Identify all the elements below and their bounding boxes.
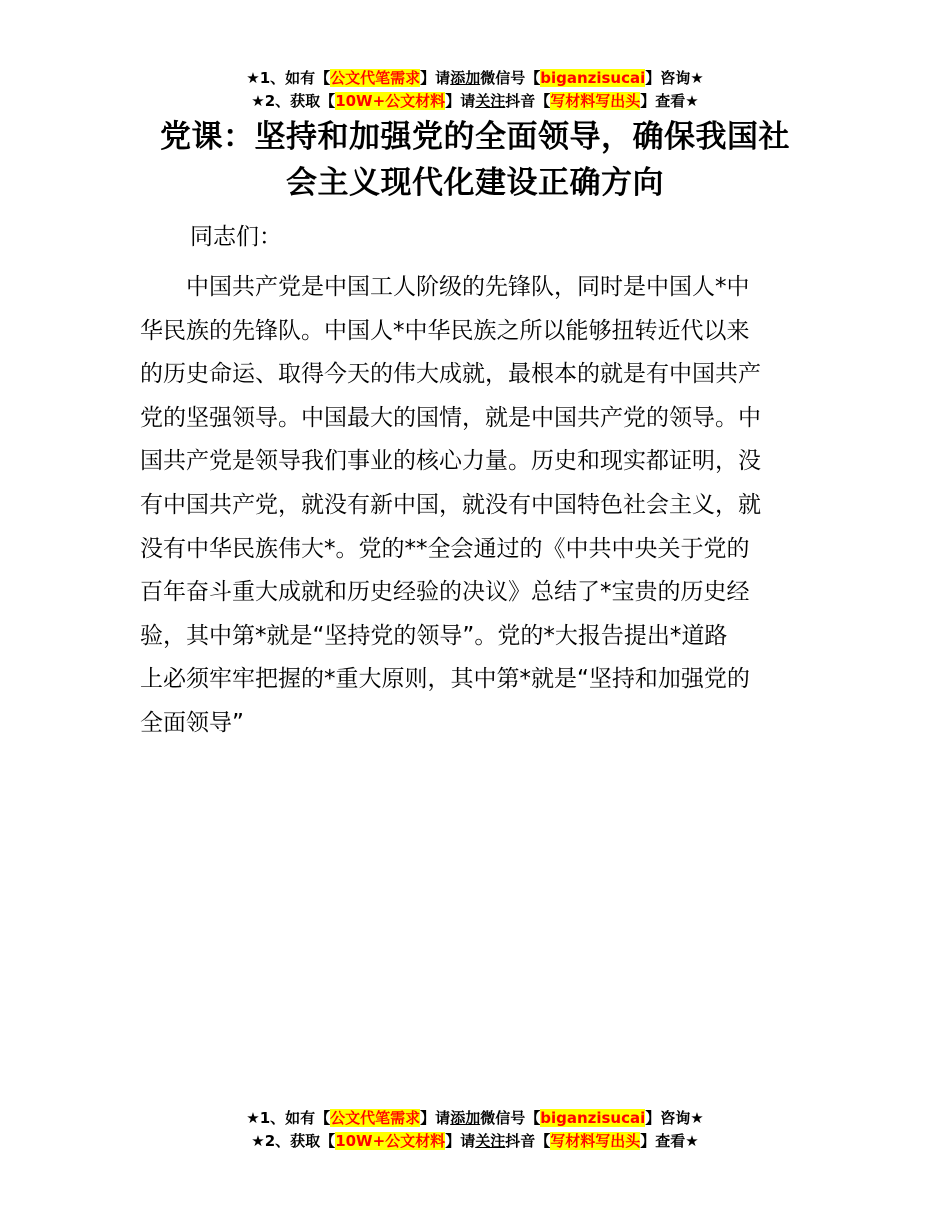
body-line: 上必须牢牢把握的*重大原则，其中第*就是“坚持和加强党的 bbox=[140, 666, 750, 693]
title-line-2: 会主义现代化建设正确方向 bbox=[286, 165, 664, 201]
promo-text: ★2、获取【 bbox=[251, 1132, 336, 1150]
promo-wechat-id: biganzisucai bbox=[540, 69, 646, 87]
promo-text: 】查看★ bbox=[640, 92, 699, 110]
body-line: 百年奋斗重大成就和历史经验的决议》总结了*宝贵的历史经 bbox=[140, 579, 750, 606]
footer-promo-banner bbox=[0, 1107, 950, 1153]
body-line: 全面领导” bbox=[140, 709, 244, 736]
promo-line-1 bbox=[0, 67, 950, 90]
promo-text: 】请 bbox=[420, 1109, 451, 1127]
promo-douyin-id: 写材料写出头 bbox=[550, 1132, 641, 1150]
promo-text: 抖音【 bbox=[505, 92, 551, 110]
promo-text: 】请 bbox=[445, 1132, 476, 1150]
body-line: 国共产党是领导我们事业的核心力量。历史和现实都证明，没 bbox=[140, 448, 761, 475]
document-title bbox=[120, 114, 830, 206]
body-line: 党的坚强领导。中国最大的国情，就是中国共产党的领导。中 bbox=[140, 404, 761, 431]
promo-line-2 bbox=[0, 1130, 950, 1153]
promo-text: ★1、如有【 bbox=[246, 69, 331, 87]
promo-text: 微信号【 bbox=[480, 69, 541, 87]
promo-line-1 bbox=[0, 1107, 950, 1130]
body-paragraph bbox=[140, 266, 820, 746]
body-line: 没有中华民族伟大*。党的**全会通过的《中共中央关于党的 bbox=[140, 535, 750, 562]
promo-underlined-text: 添加 bbox=[450, 69, 481, 87]
promo-highlight: 10W+公文材料 bbox=[335, 1132, 446, 1150]
promo-text: 】请 bbox=[445, 92, 476, 110]
header-promo-banner bbox=[0, 67, 950, 113]
promo-text: 微信号【 bbox=[480, 1109, 541, 1127]
promo-douyin-id: 写材料写出头 bbox=[550, 92, 641, 110]
promo-highlight: 公文代笔需求 bbox=[330, 69, 421, 87]
promo-underlined-text: 关注 bbox=[475, 92, 506, 110]
promo-text: 抖音【 bbox=[505, 1132, 551, 1150]
body-line: 华民族的先锋队。中国人*中华民族之所以能够扭转近代以来 bbox=[140, 317, 750, 344]
promo-text: 】咨询★ bbox=[645, 1109, 704, 1127]
body-line: 中国共产党是中国工人阶级的先锋队，同时是中国人*中 bbox=[140, 274, 750, 300]
body-line: 验，其中第*就是“坚持党的领导”。党的*大报告提出*道路 bbox=[140, 622, 728, 649]
promo-wechat-id: biganzisucai bbox=[540, 1109, 646, 1127]
promo-line-2 bbox=[0, 90, 950, 113]
promo-text: 】请 bbox=[420, 69, 451, 87]
promo-text: 】咨询★ bbox=[645, 69, 704, 87]
promo-highlight: 10W+公文材料 bbox=[335, 92, 446, 110]
body-line: 的历史命运、取得今天的伟大成就，最根本的就是有中国共产 bbox=[140, 361, 761, 388]
promo-underlined-text: 关注 bbox=[475, 1132, 506, 1150]
body-line: 有中国共产党，就没有新中国，就没有中国特色社会主义，就 bbox=[140, 491, 761, 518]
title-line-1: 党课：坚持和加强党的全面领导，确保我国社 bbox=[160, 119, 790, 155]
promo-highlight: 公文代笔需求 bbox=[330, 1109, 421, 1127]
promo-underlined-text: 添加 bbox=[450, 1109, 481, 1127]
promo-text: ★2、获取【 bbox=[251, 92, 336, 110]
promo-text: 】查看★ bbox=[640, 1132, 699, 1150]
greeting: 同志们： bbox=[190, 224, 282, 250]
promo-text: ★1、如有【 bbox=[246, 1109, 331, 1127]
